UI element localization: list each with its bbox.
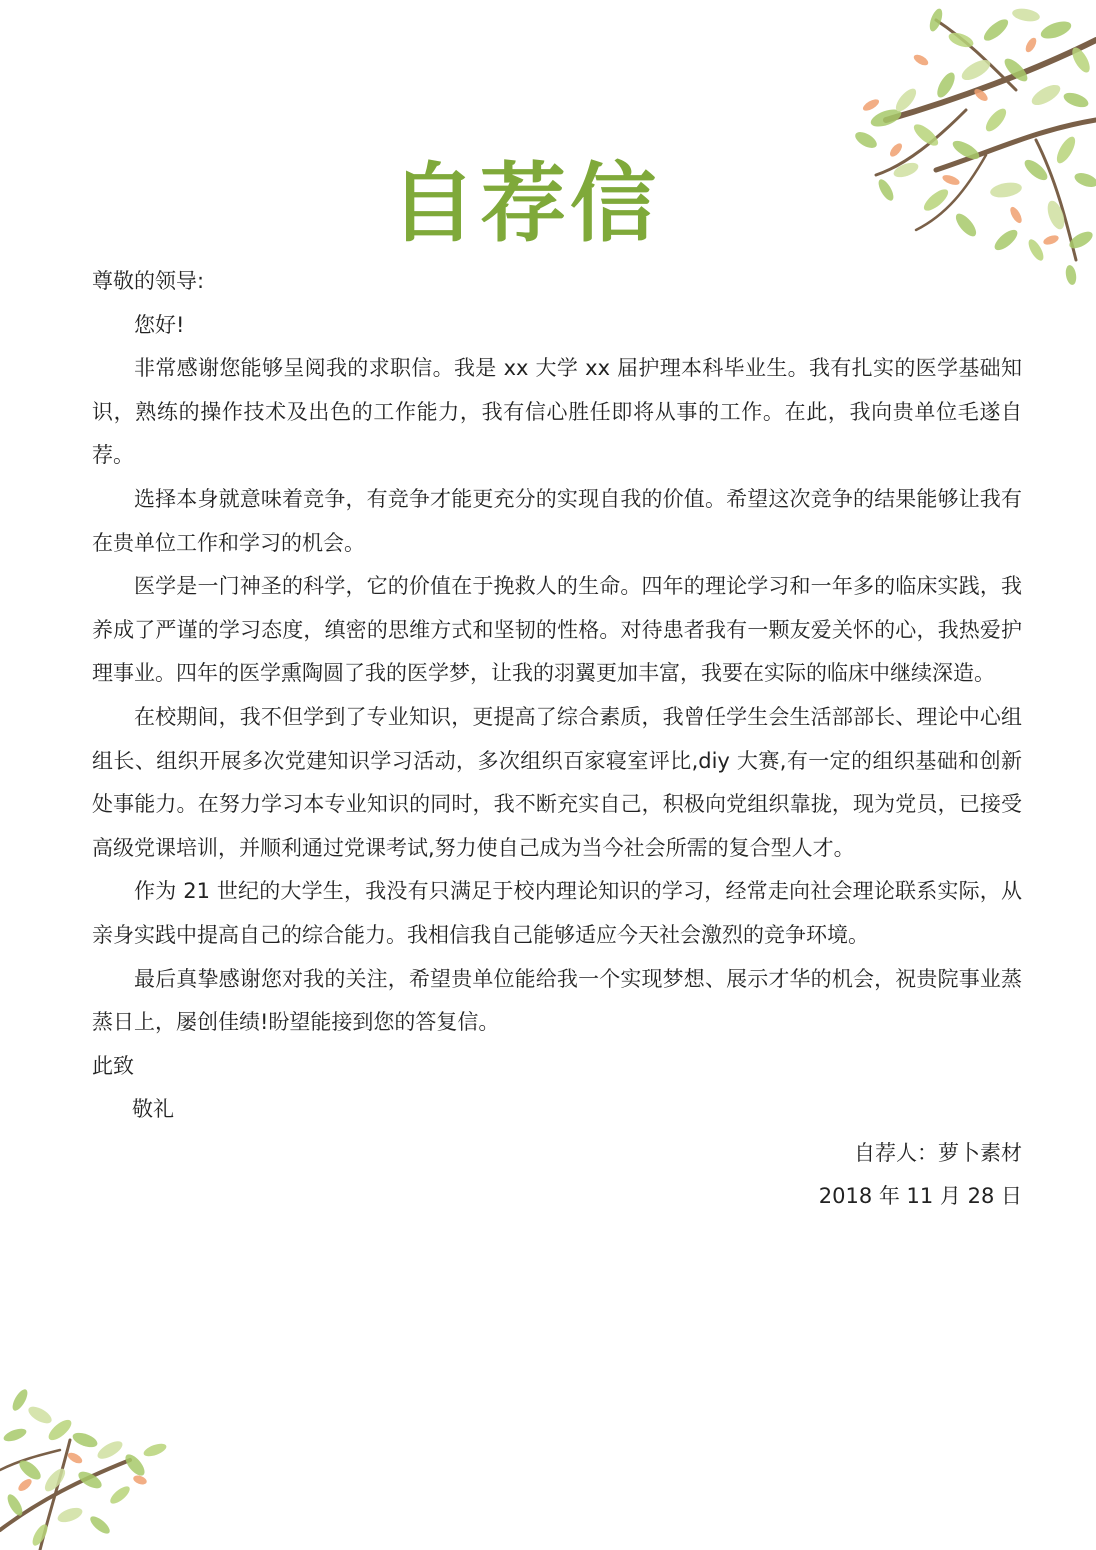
closing-line-2: 敬礼 [132,1097,174,1122]
leaf-cluster-icon [2,1387,168,1548]
letter-date: 2018 年 11 月 28 日 [818,1184,1022,1209]
paragraph-1: 非常感谢您能够呈阅我的求职信。我是 xx 大学 xx 届护理本科毕业生。我有扎实的医学基础知识，熟练的操作技术及出色的工作能力，我有信心胜任即将从事的工作。在此，我向贵单位毛遂自荐。 [92,356,1022,468]
paragraph-4: 在校期间，我不但学到了专业知识，更提高了综合素质，我曾任学生会生活部部长、理论中心组组长、组织开展多次党建知识学习活动，多次组织百家寝室评比,diy 大赛,有一定的组织基础和创新处事能力。在努力学习本专业知识的同时，我不断充实自己，积极向党组织靠拢，现为党员，已接受高级党课培训，并顺利通过党课考试,努力使自己成为当今社会所需的复合型人才。 [92,704,1022,860]
branch-icon [0,1440,130,1550]
letter-body [92,260,1022,1219]
paragraph-2: 选择本身就意味着竞争，有竞争才能更充分的实现自我的价值。希望这次竞争的结果能够让我有在贵单位工作和学习的机会。 [92,486,1022,555]
paragraph-5: 作为 21 世纪的大学生，我没有只满足于校内理论知识的学习，经常走向社会理论联系实际，从亲身实践中提高自己的综合能力。我相信我自己能够适应今天社会激烈的竞争环境。 [92,879,1022,947]
paragraph-3: 医学是一门神圣的科学，它的价值在于挽救人的生命。四年的理论学习和一年多的临床实践，我养成了严谨的学习态度，缜密的思维方式和坚韧的性格。对待患者我有一颗友爱关怀的心，我热爱护理事业。四年的医学熏陶圆了我的医学梦，让我的羽翼更加丰富，我要在实际的临床中继续深造。 [92,574,1022,686]
tree-branch-bottom-decoration [0,1380,190,1550]
signature: 自荐人：萝卜素材 [854,1140,1022,1165]
closing-line-1: 此致 [92,1053,134,1078]
greeting: 您好! [134,312,185,337]
salutation: 尊敬的领导: [92,269,205,293]
page-title: 自荐信 [390,153,660,254]
paragraph-6: 最后真挚感谢您对我的关注，希望贵单位能给我一个实现梦想、展示才华的机会，祝贵院事业蒸蒸日上，屡创佳绩!盼望能接到您的答复信。 [92,966,1022,1035]
